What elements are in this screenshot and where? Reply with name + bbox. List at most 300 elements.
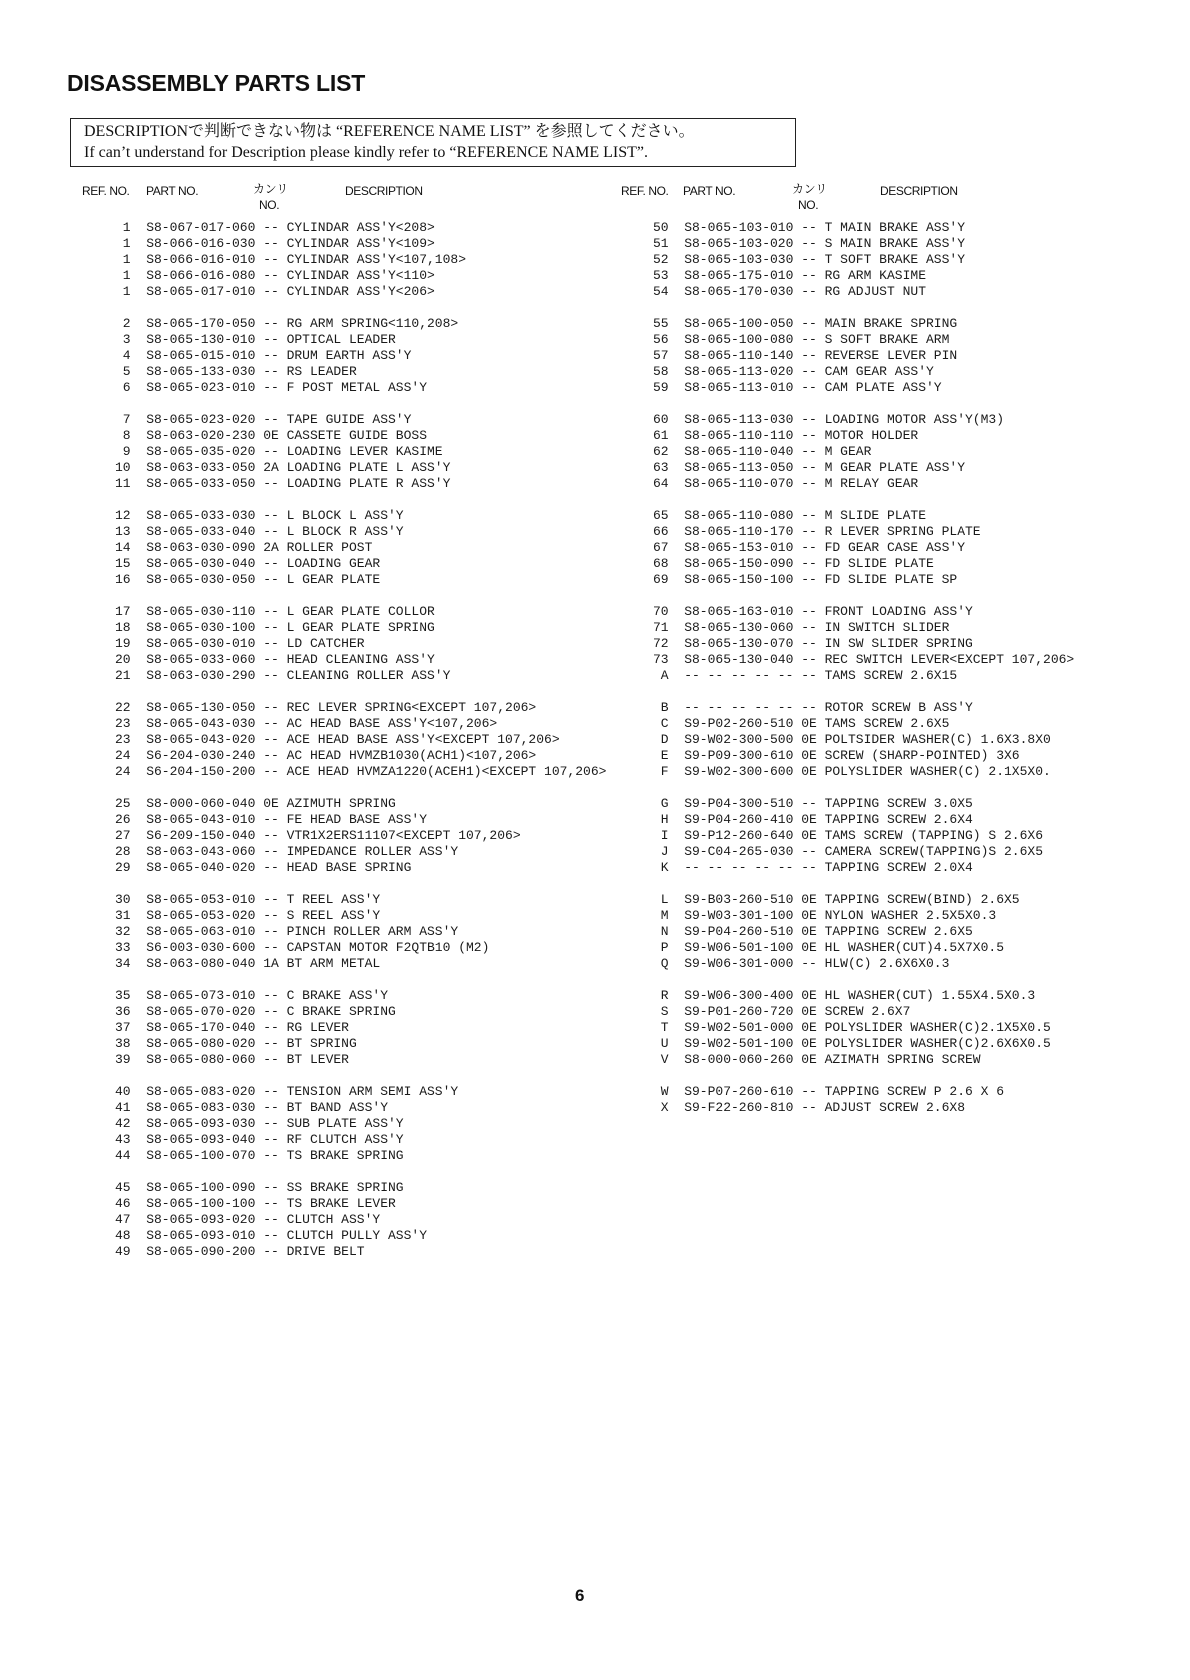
parts-list-right bbox=[653, 220, 1074, 1132]
part-description: MAIN BRAKE SPRING bbox=[824, 316, 958, 331]
kanri-no: -- bbox=[263, 316, 279, 331]
parts-group bbox=[115, 988, 606, 1068]
parts-row bbox=[653, 284, 1074, 300]
part-no: S9-W02-501-100 bbox=[684, 1036, 794, 1051]
part-description: HL WASHER(CUT) 1.55X4.5X0.3 bbox=[824, 988, 1036, 1003]
part-no: S9-W06-501-100 bbox=[684, 940, 794, 955]
parts-row bbox=[115, 284, 606, 300]
kanri-no: -- bbox=[263, 1212, 279, 1227]
parts-row bbox=[115, 764, 606, 780]
part-description: LD CATCHER bbox=[286, 636, 365, 651]
parts-list-left bbox=[115, 220, 606, 1276]
kanri-no: -- bbox=[263, 764, 279, 779]
kanri-no: -- bbox=[263, 940, 279, 955]
parts-row bbox=[115, 332, 606, 348]
parts-row bbox=[115, 428, 606, 444]
part-no: S8-065-070-020 bbox=[146, 1004, 256, 1019]
part-description: FE HEAD BASE ASS'Y bbox=[286, 812, 428, 827]
kanri-no: -- bbox=[801, 268, 817, 283]
part-no: S8-065-170-030 bbox=[684, 284, 794, 299]
kanri-no: -- bbox=[263, 636, 279, 651]
kanri-no: 0E bbox=[801, 892, 817, 907]
ref-no: K bbox=[660, 860, 669, 875]
kanri-no: -- bbox=[263, 268, 279, 283]
parts-row bbox=[115, 476, 606, 492]
kanri-no: -- bbox=[263, 1196, 279, 1211]
header-description-left: DESCRIPTION bbox=[345, 184, 423, 198]
parts-group bbox=[653, 412, 1074, 492]
parts-row bbox=[115, 1100, 606, 1116]
ref-no: 1 bbox=[122, 252, 131, 267]
parts-row bbox=[115, 620, 606, 636]
parts-row bbox=[115, 1212, 606, 1228]
ref-no: 6 bbox=[122, 380, 131, 395]
ref-no: 66 bbox=[653, 524, 669, 539]
kanri-no: -- bbox=[263, 572, 279, 587]
part-description: REC SWITCH LEVER<EXCEPT 107,206> bbox=[824, 652, 1075, 667]
part-no: S8-065-080-060 bbox=[146, 1052, 256, 1067]
ref-no: 71 bbox=[653, 620, 669, 635]
ref-no: 65 bbox=[653, 508, 669, 523]
header-description-right: DESCRIPTION bbox=[880, 184, 958, 198]
part-no: S8-065-113-020 bbox=[684, 364, 794, 379]
part-description: HEAD CLEANING ASS'Y bbox=[286, 652, 435, 667]
part-description: FD SLIDE PLATE bbox=[824, 556, 934, 571]
part-no: S8-065-023-010 bbox=[146, 380, 256, 395]
parts-row bbox=[653, 540, 1074, 556]
part-no: -- -- -- -- -- bbox=[684, 668, 794, 683]
parts-row bbox=[653, 460, 1074, 476]
parts-row bbox=[115, 1052, 606, 1068]
part-description: ACE HEAD HVMZA1220(ACEH1)<EXCEPT 107,206> bbox=[286, 764, 607, 779]
kanri-no: -- bbox=[263, 348, 279, 363]
kanri-no: -- bbox=[263, 556, 279, 571]
notice-box bbox=[70, 118, 796, 167]
ref-no: 23 bbox=[115, 716, 131, 731]
part-no: S8-065-103-010 bbox=[684, 220, 794, 235]
parts-row bbox=[115, 460, 606, 476]
ref-no: 45 bbox=[115, 1180, 131, 1195]
parts-row bbox=[115, 364, 606, 380]
kanri-no: 0E bbox=[801, 732, 817, 747]
kanri-no: 0E bbox=[801, 924, 817, 939]
part-no: S8-065-033-060 bbox=[146, 652, 256, 667]
part-no: -- -- -- -- -- bbox=[684, 700, 794, 715]
kanri-no: -- bbox=[263, 1132, 279, 1147]
part-no: S8-063-030-090 bbox=[146, 540, 256, 555]
part-description: AC HEAD BASE ASS'Y<107,206> bbox=[286, 716, 498, 731]
ref-no: 54 bbox=[653, 284, 669, 299]
part-no: S8-065-113-010 bbox=[684, 380, 794, 395]
part-no: S8-065-150-090 bbox=[684, 556, 794, 571]
parts-row bbox=[115, 1036, 606, 1052]
parts-row bbox=[653, 908, 1074, 924]
kanri-no: -- bbox=[263, 1020, 279, 1035]
part-no: S8-065-093-010 bbox=[146, 1228, 256, 1243]
kanri-no: -- bbox=[263, 924, 279, 939]
kanri-no: -- bbox=[263, 668, 279, 683]
ref-no: 50 bbox=[653, 220, 669, 235]
part-no: S9-P02-260-510 bbox=[684, 716, 794, 731]
part-no: S8-067-017-060 bbox=[146, 220, 256, 235]
part-description: L GEAR PLATE bbox=[286, 572, 381, 587]
ref-no: S bbox=[660, 1004, 669, 1019]
part-description: BT LEVER bbox=[286, 1052, 349, 1067]
ref-no: W bbox=[660, 1084, 669, 1099]
ref-no: Q bbox=[660, 956, 669, 971]
kanri-no: -- bbox=[801, 556, 817, 571]
ref-no: 2 bbox=[122, 316, 131, 331]
ref-no: 30 bbox=[115, 892, 131, 907]
part-no: S8-065-017-010 bbox=[146, 284, 256, 299]
kanri-no: -- bbox=[263, 1244, 279, 1259]
part-description: CYLINDAR ASS'Y<110> bbox=[286, 268, 435, 283]
parts-row bbox=[653, 716, 1074, 732]
parts-row bbox=[653, 652, 1074, 668]
part-no: S8-065-133-030 bbox=[146, 364, 256, 379]
ref-no: 47 bbox=[115, 1212, 131, 1227]
part-description: CAM PLATE ASS'Y bbox=[824, 380, 942, 395]
part-description: L GEAR PLATE SPRING bbox=[286, 620, 435, 635]
kanri-no: -- bbox=[263, 508, 279, 523]
ref-no: 63 bbox=[653, 460, 669, 475]
part-no: S8-000-060-260 bbox=[684, 1052, 794, 1067]
part-description: M GEAR PLATE ASS'Y bbox=[824, 460, 966, 475]
part-no: S8-065-083-030 bbox=[146, 1100, 256, 1115]
part-description: R LEVER SPRING PLATE bbox=[824, 524, 981, 539]
part-description: FD SLIDE PLATE SP bbox=[824, 572, 958, 587]
part-no: S8-065-110-080 bbox=[684, 508, 794, 523]
part-description: C BRAKE ASS'Y bbox=[286, 988, 388, 1003]
parts-row bbox=[653, 940, 1074, 956]
kanri-no: 0E bbox=[801, 748, 817, 763]
part-description: TENSION ARM SEMI ASS'Y bbox=[286, 1084, 459, 1099]
ref-no: 20 bbox=[115, 652, 131, 667]
kanri-no: -- bbox=[263, 476, 279, 491]
ref-no: 13 bbox=[115, 524, 131, 539]
parts-row bbox=[653, 924, 1074, 940]
parts-group bbox=[115, 508, 606, 588]
part-no: S8-065-083-020 bbox=[146, 1084, 256, 1099]
kanri-no: -- bbox=[801, 220, 817, 235]
part-no: S8-065-130-070 bbox=[684, 636, 794, 651]
kanri-no: -- bbox=[801, 476, 817, 491]
kanri-no: -- bbox=[263, 364, 279, 379]
part-no: S8-065-110-040 bbox=[684, 444, 794, 459]
parts-row bbox=[653, 748, 1074, 764]
part-no: -- -- -- -- -- bbox=[684, 860, 794, 875]
ref-no: 38 bbox=[115, 1036, 131, 1051]
kanri-no: -- bbox=[263, 892, 279, 907]
parts-group bbox=[653, 1084, 1074, 1116]
parts-row bbox=[653, 844, 1074, 860]
kanri-no: -- bbox=[801, 364, 817, 379]
part-description: REC LEVER SPRING<EXCEPT 107,206> bbox=[286, 700, 537, 715]
ref-no: 7 bbox=[122, 412, 131, 427]
part-description: BT BAND ASS'Y bbox=[286, 1100, 388, 1115]
ref-no: A bbox=[660, 668, 669, 683]
parts-row bbox=[115, 732, 606, 748]
part-no: S9-P04-260-410 bbox=[684, 812, 794, 827]
ref-no: X bbox=[660, 1100, 669, 1115]
parts-row bbox=[653, 764, 1074, 780]
ref-no: 26 bbox=[115, 812, 131, 827]
part-no: S8-065-090-200 bbox=[146, 1244, 256, 1259]
part-no: S8-065-080-020 bbox=[146, 1036, 256, 1051]
part-no: S8-065-130-060 bbox=[684, 620, 794, 635]
kanri-no: -- bbox=[801, 700, 817, 715]
parts-row bbox=[653, 364, 1074, 380]
part-description: TAPPING SCREW 2.6X5 bbox=[824, 924, 973, 939]
kanri-no: -- bbox=[263, 828, 279, 843]
part-description: CLUTCH PULLY ASS'Y bbox=[286, 1228, 428, 1243]
ref-no: 8 bbox=[122, 428, 131, 443]
part-description: VTR1X2ERS11107<EXCEPT 107,206> bbox=[286, 828, 521, 843]
kanri-no: -- bbox=[263, 844, 279, 859]
kanri-no: -- bbox=[801, 1100, 817, 1115]
kanri-no: -- bbox=[801, 236, 817, 251]
part-description: S REEL ASS'Y bbox=[286, 908, 381, 923]
part-no: S9-B03-260-510 bbox=[684, 892, 794, 907]
parts-row bbox=[653, 236, 1074, 252]
part-description: TAPPING SCREW P 2.6 X 6 bbox=[824, 1084, 1005, 1099]
part-description: M RELAY GEAR bbox=[824, 476, 919, 491]
part-description: LOADING GEAR bbox=[286, 556, 381, 571]
part-no: S8-065-110-170 bbox=[684, 524, 794, 539]
parts-group bbox=[115, 796, 606, 876]
part-no: S8-063-033-050 bbox=[146, 460, 256, 475]
kanri-no: 0E bbox=[801, 988, 817, 1003]
part-no: S8-065-093-030 bbox=[146, 1116, 256, 1131]
ref-no: 51 bbox=[653, 236, 669, 251]
kanri-no: -- bbox=[263, 1084, 279, 1099]
ref-no: 25 bbox=[115, 796, 131, 811]
part-description: CYLINDAR ASS'Y<208> bbox=[286, 220, 435, 235]
parts-row bbox=[653, 812, 1074, 828]
parts-row bbox=[115, 700, 606, 716]
part-description: ADJUST SCREW 2.6X8 bbox=[824, 1100, 966, 1115]
parts-row bbox=[115, 828, 606, 844]
kanri-no: -- bbox=[801, 284, 817, 299]
page-title: DISASSEMBLY PARTS LIST bbox=[67, 70, 366, 96]
notice-line-english: If can’t understand for Description please kindly refer to “REFERENCE NAME LIST”. bbox=[84, 144, 648, 161]
kanri-no: -- bbox=[263, 1004, 279, 1019]
part-description: MOTOR HOLDER bbox=[824, 428, 919, 443]
parts-row bbox=[653, 412, 1074, 428]
parts-row bbox=[115, 508, 606, 524]
kanri-no: -- bbox=[263, 860, 279, 875]
ref-no: V bbox=[660, 1052, 669, 1067]
part-description: CASSETE GUIDE BOSS bbox=[286, 428, 428, 443]
part-no: S8-065-100-050 bbox=[684, 316, 794, 331]
part-no: S8-065-030-040 bbox=[146, 556, 256, 571]
kanri-no: 0E bbox=[801, 908, 817, 923]
kanri-no: 0E bbox=[801, 1004, 817, 1019]
part-description: BT SPRING bbox=[286, 1036, 357, 1051]
part-description: TAMS SCREW 2.6X5 bbox=[824, 716, 950, 731]
part-description: CYLINDAR ASS'Y<109> bbox=[286, 236, 435, 251]
part-no: S8-065-030-100 bbox=[146, 620, 256, 635]
ref-no: 57 bbox=[653, 348, 669, 363]
kanri-no: -- bbox=[801, 1084, 817, 1099]
parts-row bbox=[115, 572, 606, 588]
part-description: DRIVE BELT bbox=[286, 1244, 365, 1259]
ref-no: 40 bbox=[115, 1084, 131, 1099]
parts-row bbox=[115, 348, 606, 364]
ref-no: 1 bbox=[122, 220, 131, 235]
part-no: S8-065-053-010 bbox=[146, 892, 256, 907]
kanri-no: -- bbox=[263, 1228, 279, 1243]
parts-row bbox=[653, 428, 1074, 444]
part-description: CYLINDAR ASS'Y<107,108> bbox=[286, 252, 467, 267]
part-description: L BLOCK R ASS'Y bbox=[286, 524, 404, 539]
parts-row bbox=[653, 700, 1074, 716]
part-no: S8-065-030-110 bbox=[146, 604, 256, 619]
part-no: S8-065-033-030 bbox=[146, 508, 256, 523]
ref-no: T bbox=[660, 1020, 669, 1035]
parts-row bbox=[115, 924, 606, 940]
part-description: AC HEAD HVMZB1030(ACH1)<107,206> bbox=[286, 748, 537, 763]
part-no: S9-W02-300-500 bbox=[684, 732, 794, 747]
part-description: IN SWITCH SLIDER bbox=[824, 620, 950, 635]
parts-row bbox=[115, 812, 606, 828]
part-description: T SOFT BRAKE ASS'Y bbox=[824, 252, 966, 267]
part-no: S6-209-150-040 bbox=[146, 828, 256, 843]
part-description: F POST METAL ASS'Y bbox=[286, 380, 428, 395]
part-no: S8-065-063-010 bbox=[146, 924, 256, 939]
part-no: S9-C04-265-030 bbox=[684, 844, 794, 859]
part-description: M SLIDE PLATE bbox=[824, 508, 926, 523]
kanri-no: -- bbox=[263, 252, 279, 267]
ref-no: 52 bbox=[653, 252, 669, 267]
kanri-no: -- bbox=[263, 1052, 279, 1067]
header-ref-no-left: REF. NO. bbox=[82, 184, 130, 198]
kanri-no: -- bbox=[263, 748, 279, 763]
kanri-no: 0E bbox=[801, 1036, 817, 1051]
kanri-no: -- bbox=[801, 412, 817, 427]
part-description: HLW(C) 2.6X6X0.3 bbox=[824, 956, 950, 971]
parts-row bbox=[653, 524, 1074, 540]
kanri-no: -- bbox=[263, 236, 279, 251]
header-kanri-no-left: NO. bbox=[259, 198, 280, 212]
part-no: S8-065-175-010 bbox=[684, 268, 794, 283]
part-no: S8-065-130-050 bbox=[146, 700, 256, 715]
parts-row bbox=[115, 380, 606, 396]
part-description: TAPPING SCREW 2.0X4 bbox=[824, 860, 973, 875]
parts-row bbox=[653, 572, 1074, 588]
ref-no: 37 bbox=[115, 1020, 131, 1035]
parts-group bbox=[653, 604, 1074, 684]
kanri-no: -- bbox=[801, 428, 817, 443]
parts-row bbox=[653, 1036, 1074, 1052]
parts-group bbox=[115, 1180, 606, 1260]
ref-no: H bbox=[660, 812, 669, 827]
parts-row bbox=[115, 444, 606, 460]
ref-no: 41 bbox=[115, 1100, 131, 1115]
header-ref-no-right: REF. NO. bbox=[621, 184, 669, 198]
part-no: S8-065-113-030 bbox=[684, 412, 794, 427]
part-no: S8-065-040-020 bbox=[146, 860, 256, 875]
ref-no: 56 bbox=[653, 332, 669, 347]
kanri-no: -- bbox=[801, 604, 817, 619]
ref-no: 32 bbox=[115, 924, 131, 939]
part-no: S8-065-110-140 bbox=[684, 348, 794, 363]
ref-no: 33 bbox=[115, 940, 131, 955]
parts-row bbox=[115, 844, 606, 860]
ref-no: 55 bbox=[653, 316, 669, 331]
parts-row bbox=[115, 1084, 606, 1100]
part-description: HEAD BASE SPRING bbox=[286, 860, 412, 875]
parts-row bbox=[653, 252, 1074, 268]
kanri-no: 0E bbox=[801, 764, 817, 779]
part-no: S8-063-043-060 bbox=[146, 844, 256, 859]
kanri-no: -- bbox=[263, 620, 279, 635]
part-description: RG ADJUST NUT bbox=[824, 284, 926, 299]
parts-row bbox=[653, 444, 1074, 460]
parts-row bbox=[115, 268, 606, 284]
parts-group bbox=[115, 604, 606, 684]
ref-no: 48 bbox=[115, 1228, 131, 1243]
parts-row bbox=[115, 1004, 606, 1020]
part-description: CLUTCH ASS'Y bbox=[286, 1212, 381, 1227]
kanri-no: -- bbox=[263, 332, 279, 347]
parts-group bbox=[653, 220, 1074, 300]
part-description: TAPPING SCREW 3.0X5 bbox=[824, 796, 973, 811]
parts-row bbox=[653, 1100, 1074, 1116]
ref-no: 10 bbox=[115, 460, 131, 475]
part-description: LOADING PLATE L ASS'Y bbox=[286, 460, 451, 475]
parts-group bbox=[115, 700, 606, 780]
kanri-no: -- bbox=[263, 1148, 279, 1163]
kanri-no: -- bbox=[263, 1100, 279, 1115]
part-no: S8-066-016-080 bbox=[146, 268, 256, 283]
parts-row bbox=[115, 252, 606, 268]
part-description: LOADING MOTOR ASS'Y(M3) bbox=[824, 412, 1005, 427]
parts-row bbox=[653, 604, 1074, 620]
part-no: S8-065-170-050 bbox=[146, 316, 256, 331]
parts-row bbox=[653, 956, 1074, 972]
ref-no: 39 bbox=[115, 1052, 131, 1067]
ref-no: 46 bbox=[115, 1196, 131, 1211]
parts-group bbox=[653, 892, 1074, 972]
kanri-no: -- bbox=[801, 316, 817, 331]
kanri-no: -- bbox=[801, 332, 817, 347]
part-description: SCREW (SHARP-POINTED) 3X6 bbox=[824, 748, 1020, 763]
ref-no: 24 bbox=[115, 764, 131, 779]
part-no: S8-065-130-010 bbox=[146, 332, 256, 347]
part-description: LOADING LEVER KASIME bbox=[286, 444, 443, 459]
ref-no: 23 bbox=[115, 732, 131, 747]
parts-row bbox=[115, 716, 606, 732]
kanri-no: -- bbox=[801, 652, 817, 667]
kanri-no: 1A bbox=[263, 956, 279, 971]
ref-no: P bbox=[660, 940, 669, 955]
part-no: S9-W06-300-400 bbox=[684, 988, 794, 1003]
ref-no: 36 bbox=[115, 1004, 131, 1019]
part-no: S8-066-016-010 bbox=[146, 252, 256, 267]
part-description: FRONT LOADING ASS'Y bbox=[824, 604, 973, 619]
ref-no: 4 bbox=[122, 348, 131, 363]
part-description: POLYSLIDER WASHER(C) 2.1X5X0. bbox=[824, 764, 1051, 779]
part-description: POLTSIDER WASHER(C) 1.6X3.8X0 bbox=[824, 732, 1051, 747]
kanri-no: -- bbox=[263, 732, 279, 747]
parts-row bbox=[653, 348, 1074, 364]
part-no: S8-063-080-040 bbox=[146, 956, 256, 971]
parts-row bbox=[653, 1052, 1074, 1068]
header-part-no-right: PART NO. bbox=[683, 184, 736, 198]
ref-no: M bbox=[660, 908, 669, 923]
part-no: S9-W03-301-100 bbox=[684, 908, 794, 923]
